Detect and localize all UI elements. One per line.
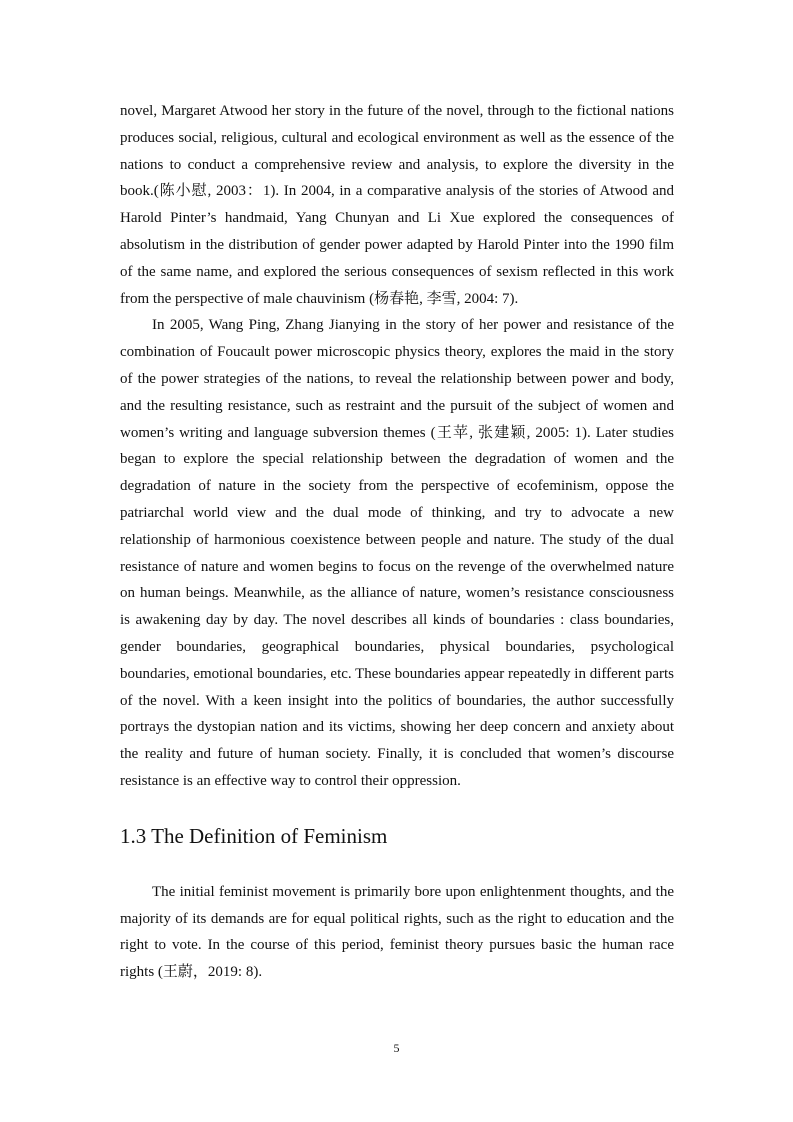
body-paragraph-2: In 2005, Wang Ping, Zhang Jianying in the story of her power and resistance of the combination of Foucault power microscopic physics theory, explores the maid in the story of the power strategies of the nations, to reveal the relationship between power and body, and the resulting resistance, such as restraint and the pursuit of the subject of women and women’s writing and language subversion themes (王苹, 张建颖, 2005: 1). Later studies began to explore the special relationship between the degradation of women and the degradation of nature in the society from the perspective of ecofeminism, oppose the patriarchal world view and the dual mode of thinking, and try to advocate a new relationship of harmonious coexistence between people and nature. The study of the dual resistance of nature and women begins to focus on the revenge of the overwhelmed nature on human beings. Meanwhile, as the alliance of nature, women’s resistance consciousness is awakening day by day. The novel describes all kinds of boundaries : class boundaries, gender boundaries, geographical boundaries, physical boundaries, psychological boundaries, emotional boundaries, etc. These boundaries appear repeatedly in different parts of the novel. With a keen insight into the politics of boundaries, the author successfully portrays the dystopian nation and its victims, showing her deep concern and anxiety about the reality and future of human society. Finally, it is concluded that women’s discourse resistance is an effective way to control their oppression. [120, 317, 674, 789]
section-heading: 1.3 The Definition of Feminism [120, 823, 388, 848]
page-number: 5 [393, 1041, 400, 1055]
body-paragraph-3: The initial feminist movement is primarily bore upon enlightenment thoughts, and the majority of its demands are for equal political rights, such as the right to education and the right to vote. In the course of this period, feminist theory pursues basic the human race rights (王蔚，2019: 8). [120, 883, 674, 981]
document-page [120, 98, 674, 986]
body-paragraph-1: novel, Margaret Atwood her story in the future of the novel, through to the fictional nations produces social, religious, cultural and ecological environment as well as the essence of the nations to conduct a comprehensive review and analysis, to explore the diversity in the book.(陈小慰, 2003：1). In 2004, in a comparative analysis of the stories of Atwood and Harold Pinter’s handmaid, Yang Chunyan and Li Xue explored the consequences of absolutism in the distribution of gender power adapted by Harold Pinter into the 1990 film of the same name, and explored the serious consequences of sexism reflected in this work from the perspective of male chauvinism (杨春艳, 李雪, 2004: 7). [120, 103, 674, 307]
